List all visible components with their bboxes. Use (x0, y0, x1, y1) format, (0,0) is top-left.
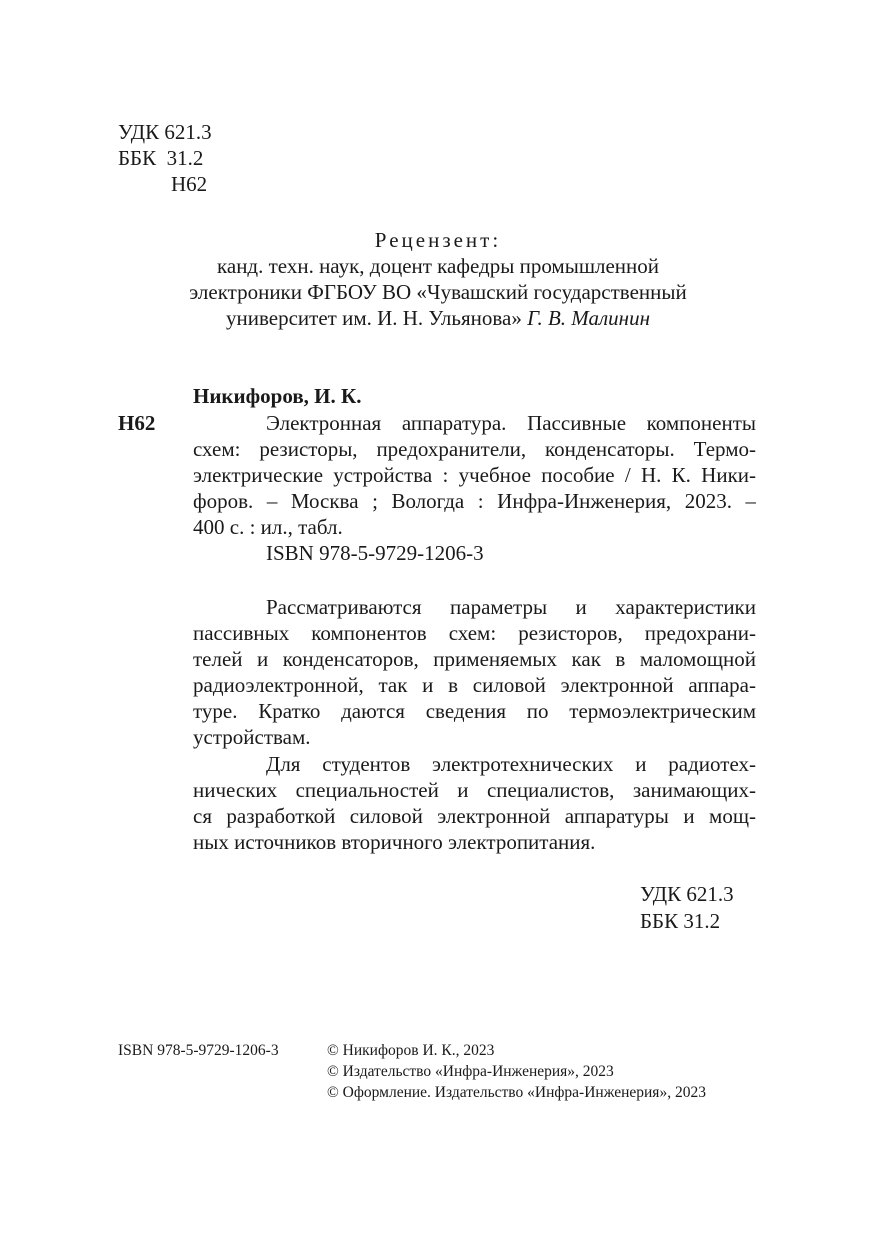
bib-line: схем: резисторы, предохранители, конденсаторы. Термо- (193, 437, 756, 461)
reviewer-heading: Рецензент: (374, 228, 502, 252)
reviewer-line-3 (118, 305, 758, 331)
bib-author-mark: Н62 (118, 411, 156, 435)
bib-extent: 400 с. : ил., табл. (193, 515, 343, 539)
reviewer-affiliation: университет им. И. Н. Ульянова» (226, 306, 522, 330)
udk-code: УДК 621.3 (118, 120, 212, 144)
copyright-line: © Никифоров И. К., 2023 (327, 1042, 495, 1059)
copyright-line: © Оформление. Издательство «Инфра-Инженерия», 2023 (327, 1084, 706, 1101)
bbk-code-bottom: ББК 31.2 (640, 909, 721, 933)
audience-line: нических специальностей и специалистов, занимающих- (193, 778, 756, 802)
bib-isbn: ISBN 978-5-9729-1206-3 (266, 541, 484, 565)
reviewer-line-2: электроники ФГБОУ ВО «Чувашский государственный (189, 280, 687, 304)
author-heading: Никифоров, И. К. (193, 384, 362, 408)
audience-line: Для студентов электротехнических и радиотех- (266, 752, 756, 776)
bbk-code: ББК 31.2 (118, 146, 204, 170)
udk-code-bottom: УДК 621.3 (640, 882, 734, 906)
author-mark: Н62 (171, 172, 208, 196)
abstract-line: пассивных компонентов схем: резисторов, предохрани- (193, 621, 756, 645)
abstract-line: туре. Кратко даются сведения по термоэлектрическим (193, 699, 756, 723)
footer-isbn: ISBN 978-5-9729-1206-3 (118, 1042, 279, 1059)
audience-line-last: ных источников вторичного электропитания. (193, 830, 596, 854)
bib-line: электрические устройства : учебное пособие / Н. К. Ники- (193, 463, 756, 487)
abstract-line-last: устройствам. (193, 725, 311, 749)
bib-line: форов. – Москва ; Вологда : Инфра-Инженерия, 2023. – (193, 489, 756, 513)
abstract-line: Рассматриваются параметры и характеристики (266, 595, 756, 619)
abstract-line: телей и конденсаторов, применяемых как в маломощной (193, 647, 756, 671)
audience-line: ся разработкой силовой электронной аппаратуры и мощ- (193, 804, 756, 828)
reviewer-line-1: канд. техн. наук, доцент кафедры промышленной (216, 254, 659, 278)
reviewer-name: Г. В. Малинин (527, 306, 650, 330)
copyright-line: © Издательство «Инфра-Инженерия», 2023 (327, 1063, 614, 1080)
abstract-line: радиоэлектронной, так и в силовой электронной аппара- (193, 673, 756, 697)
bib-line: Электронная аппаратура. Пассивные компоненты (266, 411, 756, 435)
